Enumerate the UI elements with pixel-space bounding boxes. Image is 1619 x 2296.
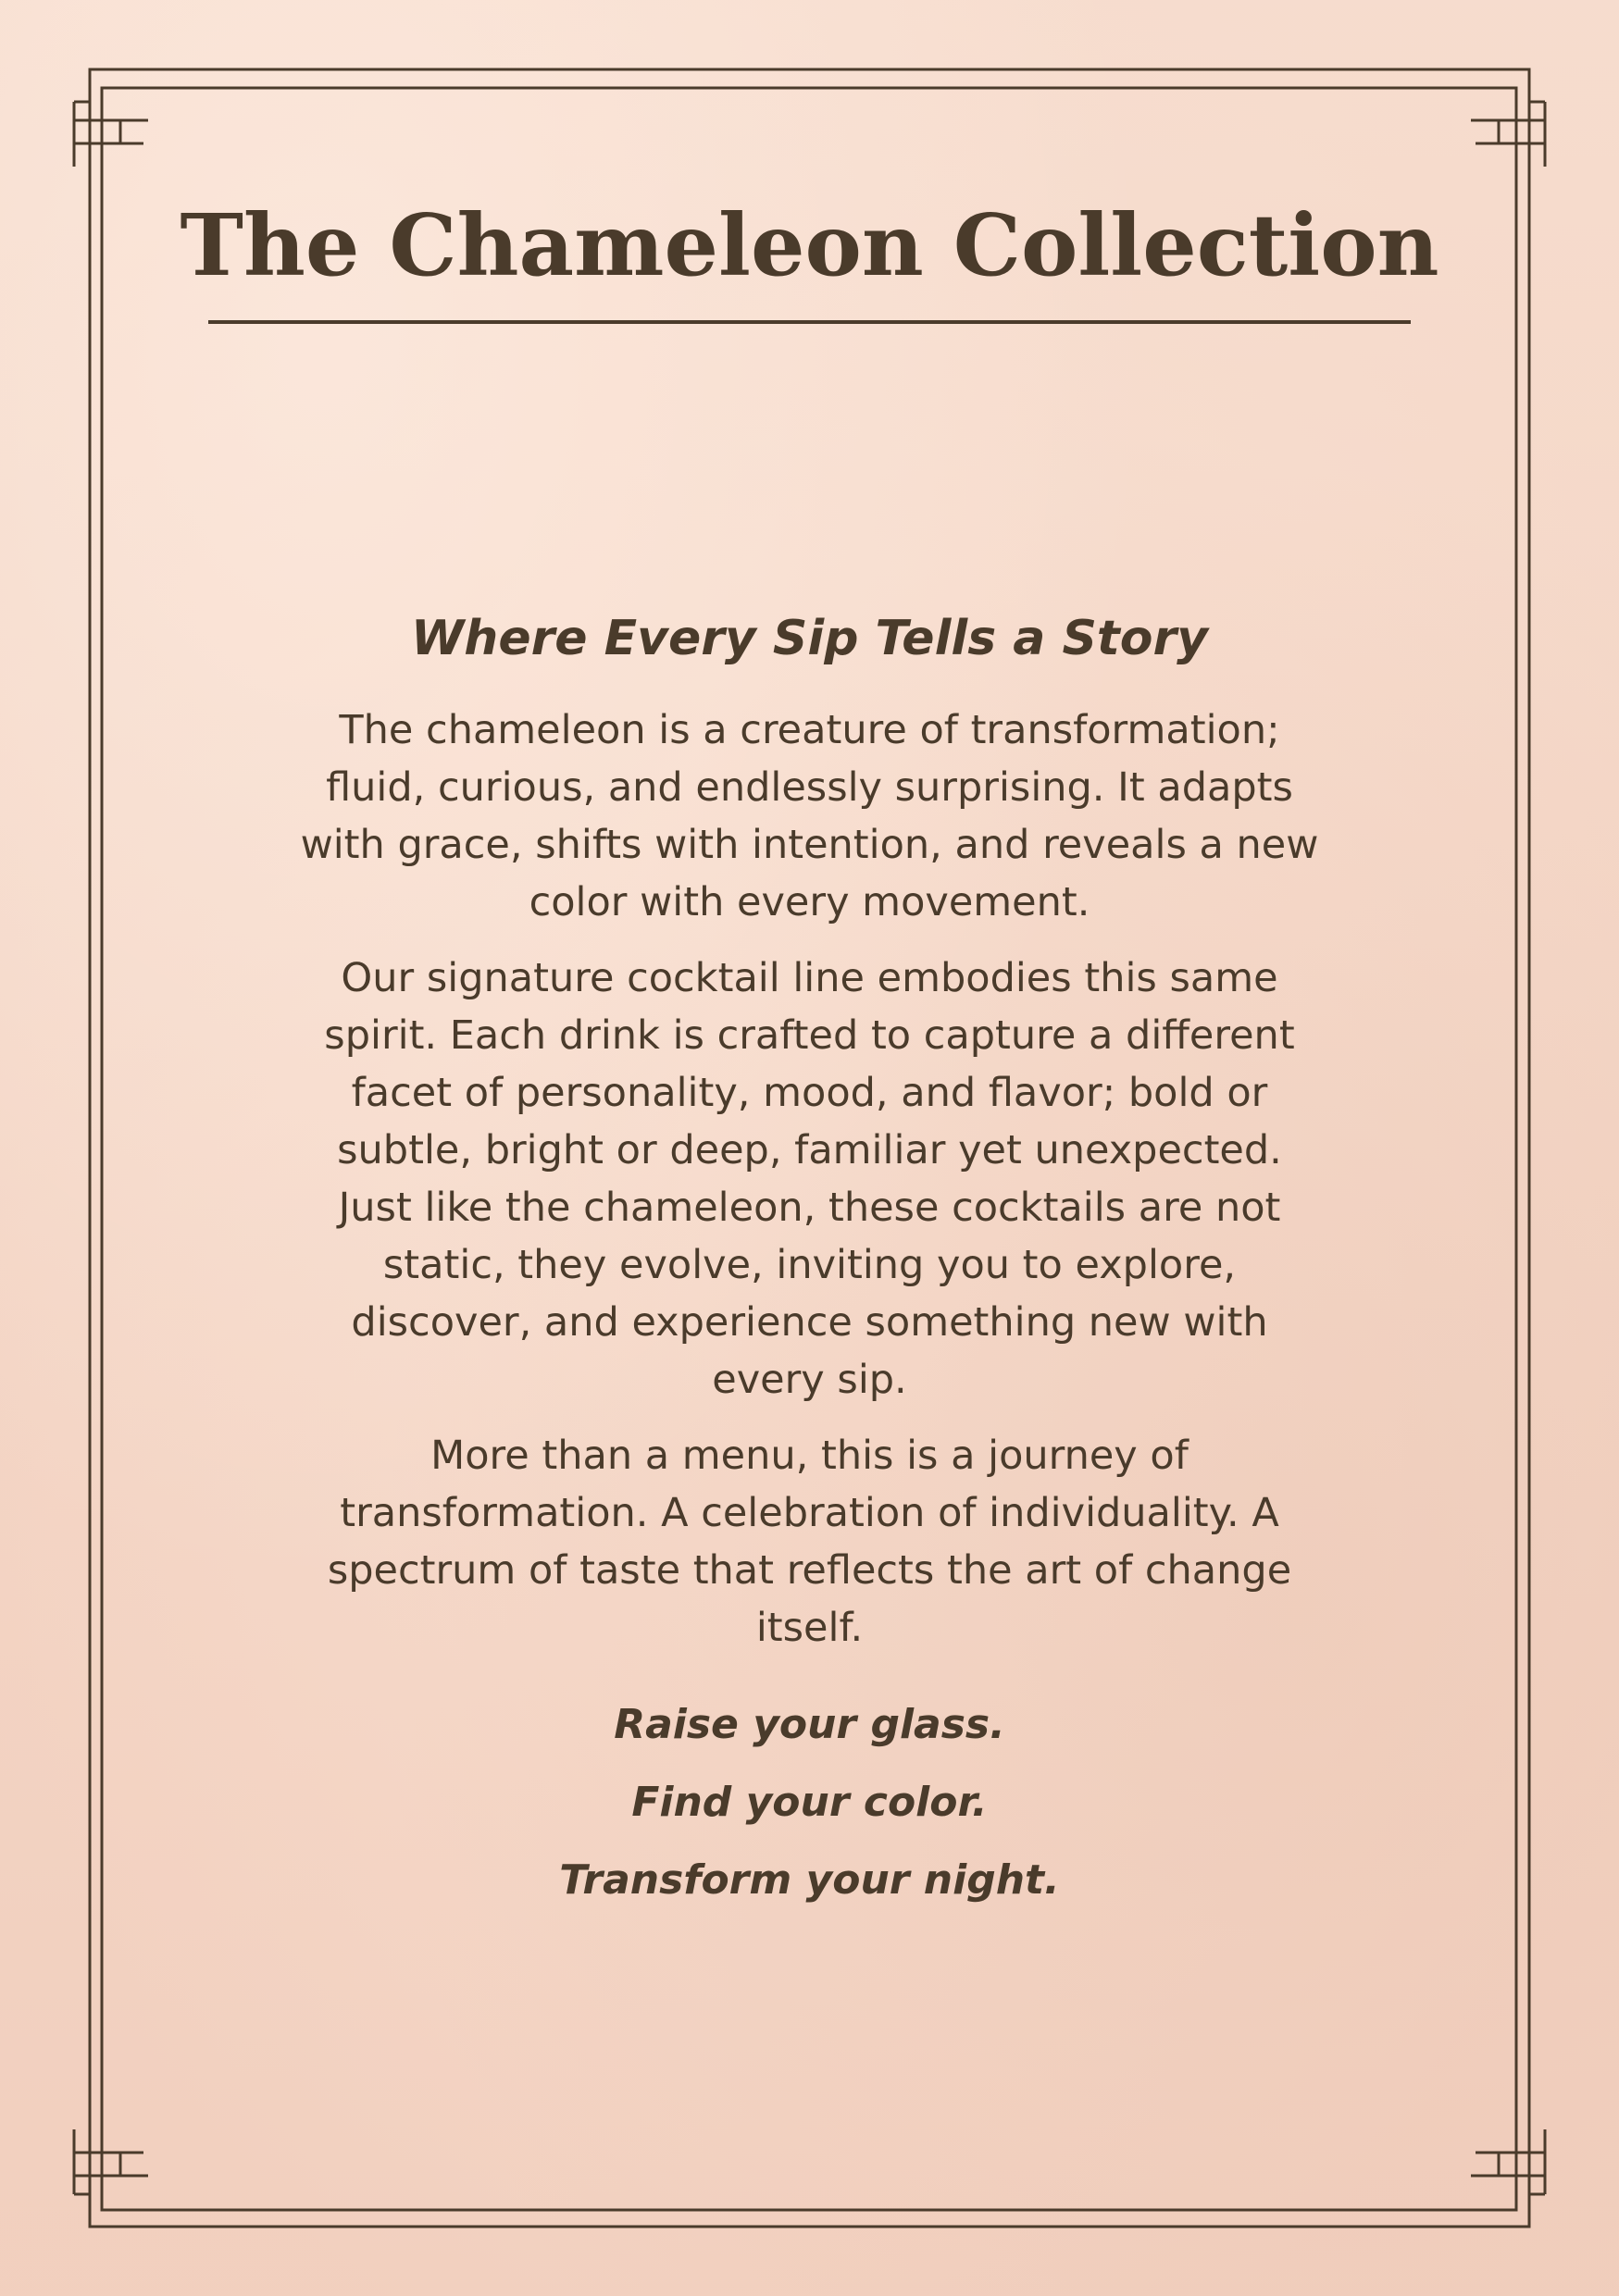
page-title: The Chameleon Collection [180,195,1439,295]
closing-line-raise: Raise your glass. [614,1701,1005,1748]
story-content [278,602,1341,1919]
closing-line-find: Find your color. [631,1779,988,1826]
intro-paragraph: The chameleon is a creature of transformation; fluid, curious, and endlessly surprising. It adapts with grace, shifts with intention, and reveals a new color with every movement. [300,707,1319,925]
subtitle: Where Every Sip Tells a Story [410,611,1209,666]
corner-ornament-bottom-right [1471,2129,1545,2194]
corner-ornament-top-left [74,102,148,167]
title-divider [208,320,1411,324]
closing-line-transform: Transform your night. [559,1856,1060,1904]
signature-paragraph: Our signature cocktail line embodies this same spirit. Each drink is crafted to capture a different facet of personality, mood, and flavor; bold or subtle, bright or deep, familiar yet unexpected. Just like the chameleon, these cocktails are not static, they evolve, inviting you to explore, discover, and experience something new with every sip. [324,955,1295,1403]
journey-paragraph: More than a menu, this is a journey of transformation. A celebration of individuality. A spectrum of taste that reflects the art of change itself. [327,1433,1292,1651]
corner-ornament-bottom-left [74,2129,148,2194]
corner-ornament-top-right [1471,102,1545,167]
closing-lines [278,1686,1341,1919]
